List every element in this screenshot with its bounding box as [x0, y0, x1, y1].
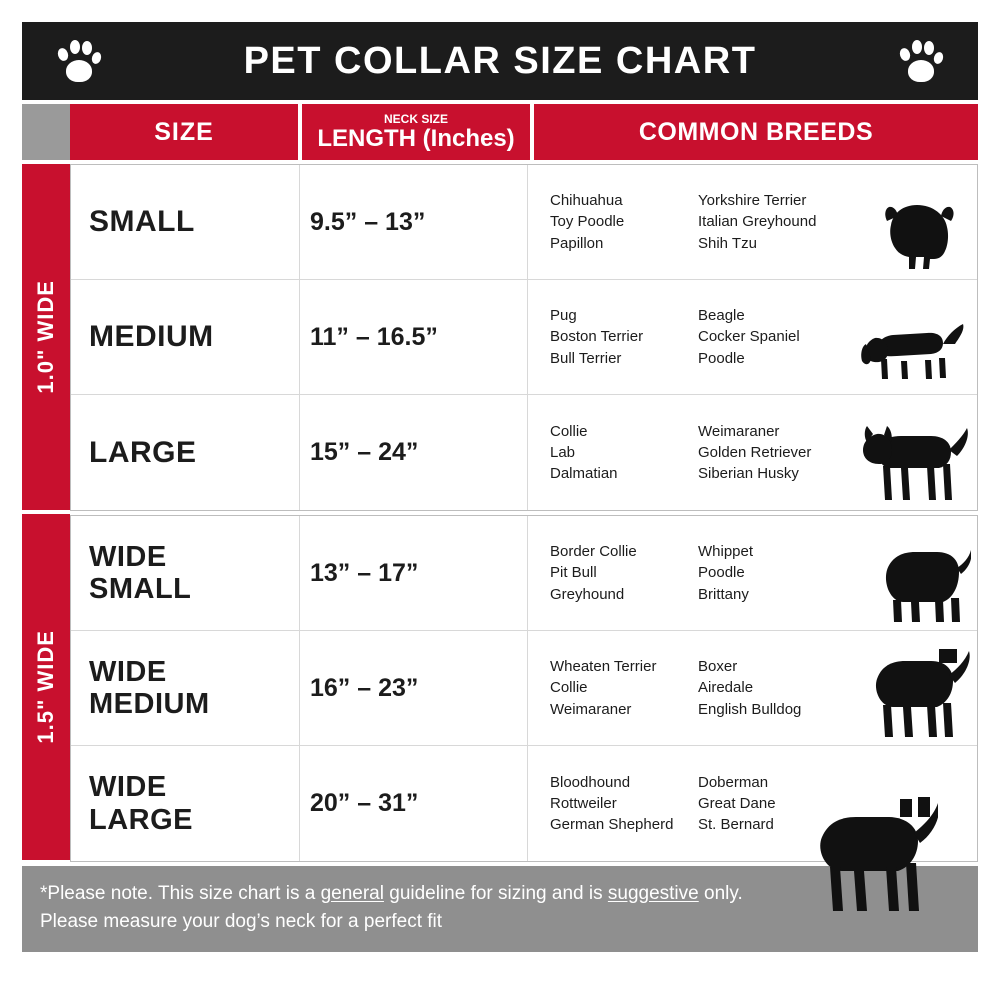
row-length-value: 13” – 17” — [299, 516, 527, 630]
breed-item: Papillon — [550, 234, 604, 252]
footer-text: only. — [698, 883, 743, 904]
breed-item: Wheaten Terrier — [550, 658, 657, 676]
breed-item: St. Bernard — [698, 816, 774, 834]
width-band-1-0 — [22, 164, 70, 510]
breed-item: Collie — [550, 422, 588, 440]
row-length-value: 16” – 23” — [299, 631, 527, 745]
breed-item: Lab — [550, 443, 576, 461]
breed-item: English Bulldog — [698, 700, 802, 718]
breeds-left — [550, 772, 698, 836]
breed-item: Toy Poodle — [550, 213, 625, 231]
group-1-0-wide — [70, 164, 978, 511]
row-breeds — [527, 165, 977, 279]
breeds-left — [550, 541, 698, 605]
chart-footer-note — [22, 866, 978, 952]
table-row — [71, 165, 977, 280]
column-header-length-main: LENGTH (Inches) — [317, 124, 515, 152]
breed-item: Shih Tzu — [698, 234, 757, 252]
breed-item: Collie — [550, 679, 588, 697]
row-length-value: 20” – 31” — [299, 746, 527, 861]
footer-text: *Please note. This size chart is a — [40, 883, 321, 904]
breed-item: Chihuahua — [550, 192, 623, 210]
breed-item: Yorkshire Terrier — [698, 192, 807, 210]
breed-item: Pit Bull — [550, 564, 597, 582]
footer-text: guideline for sizing and is — [383, 883, 608, 904]
breed-item: Dalmatian — [550, 465, 618, 483]
breeds-right — [698, 541, 838, 605]
table-row — [71, 280, 977, 395]
row-breeds — [527, 631, 977, 745]
great-dane-silhouette-icon — [788, 795, 938, 924]
large-dog-silhouette-icon — [853, 414, 971, 506]
breeds-right — [698, 305, 838, 369]
row-length-value: 9.5” – 13” — [299, 165, 527, 279]
footer-emphasis-general: general — [320, 883, 384, 904]
width-band-1-5-label: 1.5" WIDE — [33, 630, 58, 744]
breed-item: Weimaraner — [698, 422, 780, 440]
breed-item: Airedale — [698, 679, 754, 697]
breeds-left — [550, 421, 698, 485]
table-row — [71, 395, 977, 510]
row-breeds — [527, 280, 977, 394]
bulldog-silhouette-icon — [867, 542, 971, 626]
paw-print-icon — [898, 38, 944, 84]
breeds-right — [698, 421, 838, 485]
breed-item: Rottweiler — [550, 794, 617, 812]
paw-print-icon — [56, 38, 102, 84]
breed-item: Poodle — [698, 349, 745, 367]
footer-emphasis-suggestive: suggestive — [607, 883, 699, 904]
boxer-silhouette-icon — [853, 643, 971, 741]
breed-item: Boxer — [698, 658, 738, 676]
breed-item: Bull Terrier — [550, 349, 622, 367]
breed-item: Border Collie — [550, 543, 637, 561]
breeds-left — [550, 656, 698, 720]
beagle-silhouette-icon — [859, 314, 971, 390]
row-breeds — [527, 395, 977, 510]
breed-item: Weimaraner — [550, 700, 632, 718]
table-header-row — [70, 104, 978, 160]
breed-item: Boston Terrier — [550, 328, 644, 346]
table-corner-cell — [22, 104, 70, 160]
width-band-column — [22, 104, 70, 862]
table-row — [71, 516, 977, 631]
table-row — [71, 631, 977, 746]
column-header-breeds: COMMON BREEDS — [534, 104, 978, 160]
chart-header — [22, 22, 978, 100]
row-size-label: WIDE SMALL — [89, 540, 192, 605]
row-length-value: 15” – 24” — [299, 395, 527, 510]
breed-item: Doberman — [698, 773, 769, 791]
row-size-label: LARGE — [89, 435, 197, 469]
column-header-size: SIZE — [70, 104, 298, 160]
breed-item: Whippet — [698, 543, 754, 561]
row-size-label: SMALL — [89, 205, 195, 239]
width-band-1-5 — [22, 514, 70, 860]
size-table — [22, 104, 978, 862]
breed-item: Pug — [550, 307, 577, 325]
breed-item: Poodle — [698, 564, 745, 582]
row-breeds — [527, 516, 977, 630]
breeds-right — [698, 656, 838, 720]
breed-item: Golden Retriever — [698, 443, 812, 461]
breed-item: Beagle — [698, 307, 745, 325]
small-fluffy-dog-silhouette-icon — [867, 201, 971, 275]
row-length-value: 11” – 16.5” — [299, 280, 527, 394]
page-title: PET COLLAR SIZE CHART — [243, 39, 757, 82]
breed-item: Cocker Spaniel — [698, 328, 800, 346]
breed-item: Great Dane — [698, 794, 776, 812]
breed-item: Bloodhound — [550, 773, 631, 791]
breeds-left — [550, 190, 698, 254]
row-size-label: WIDE MEDIUM — [89, 655, 210, 720]
footer-line-2: Please measure your dog’s neck for a perfect fit — [40, 910, 443, 932]
breeds-left — [550, 305, 698, 369]
breed-item: Siberian Husky — [698, 465, 799, 483]
column-header-length — [302, 104, 530, 160]
breed-item: Brittany — [698, 585, 749, 603]
row-size-label: MEDIUM — [89, 320, 214, 354]
breed-item: German Shepherd — [550, 816, 674, 834]
width-band-1-0-label: 1.0" WIDE — [33, 280, 58, 394]
breed-item: Greyhound — [550, 585, 625, 603]
column-header-length-sub: NECK SIZE — [383, 111, 448, 126]
row-size-label: WIDE LARGE — [89, 771, 193, 836]
breeds-right — [698, 190, 838, 254]
breed-item: Italian Greyhound — [698, 213, 817, 231]
